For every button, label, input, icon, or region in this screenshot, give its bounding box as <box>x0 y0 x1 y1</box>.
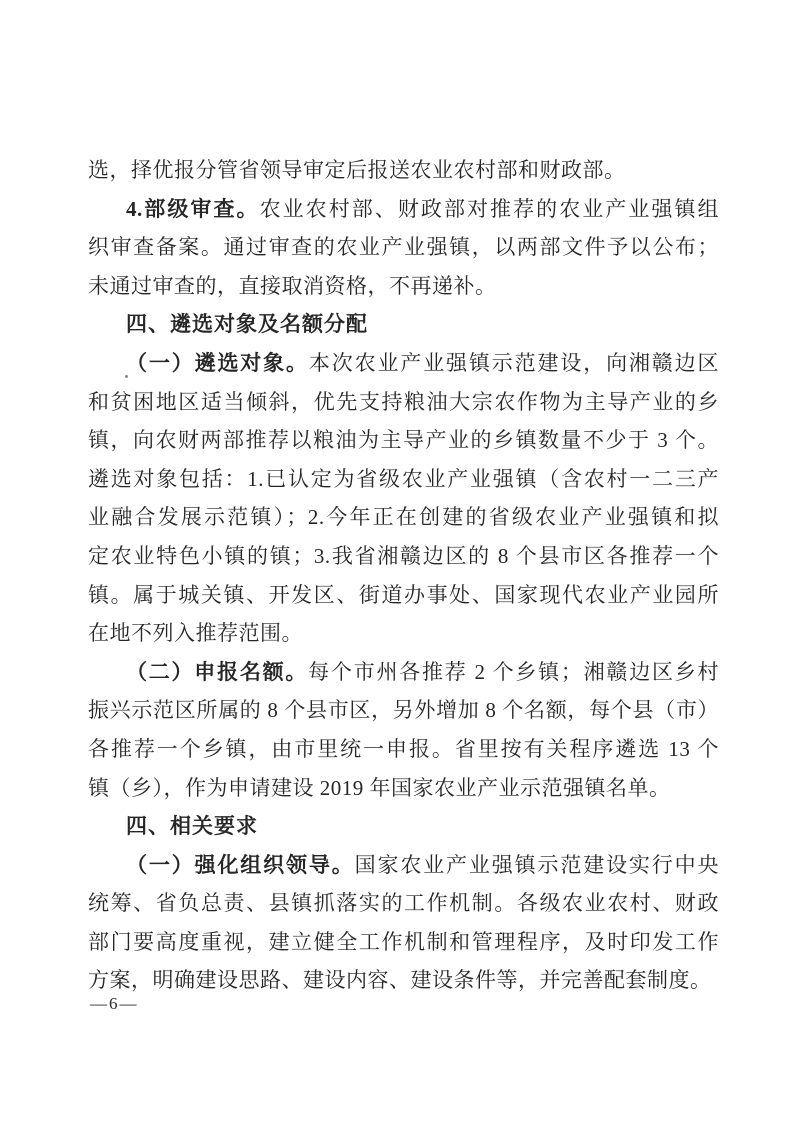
text-run: 部门要高度重视，建立健全工作机制和管理程序，及时印发工作 <box>88 929 719 954</box>
bold-lead-in: （一）遴选对象。 <box>126 350 309 375</box>
text-line <box>88 498 719 537</box>
bold-lead-in: （二）申报名额。 <box>126 659 309 684</box>
page-number: —6— <box>90 994 139 1013</box>
text-run: 本次农业产业强镇示范建设，向湘赣边区 <box>308 350 720 375</box>
text-line <box>88 961 719 1000</box>
text-run: 国家农业产业强镇示范建设实行中央 <box>354 852 720 877</box>
text-run: 振兴示范区所属的 8 个县市区，另外增加 8 个名额，每个县（市） <box>88 698 719 723</box>
text-line <box>88 537 719 576</box>
text-run: 镇，向农财两部推荐以粮油为主导产业的乡镇数量不少于 3 个。 <box>88 428 719 453</box>
text-run: 定农业特色小镇的镇；3.我省湘赣边区的 8 个县市区各推荐一个 <box>88 543 719 568</box>
page-footer <box>90 994 139 1014</box>
text-run: 遴选对象包括：1.已认定为省级农业产业强镇（含农村一二三产 <box>88 466 719 491</box>
text-line <box>88 884 719 923</box>
document-body <box>88 151 719 1000</box>
bold-lead-in: 4.部级审查。 <box>126 196 260 221</box>
text-run: 各推荐一个乡镇，由市里统一申报。省里按有关程序遴选 13 个 <box>88 736 719 761</box>
text-line <box>88 576 719 615</box>
text-run: 和贫困地区适当倾斜，优先支持粮油大宗农作物为主导产业的乡 <box>88 389 719 414</box>
text-line <box>88 267 719 306</box>
text-run: 织审查备案。通过审查的农业产业强镇，以两部文件予以公布； <box>88 235 719 260</box>
text-run: 每个市州各推荐 2 个乡镇；湘赣边区乡村 <box>308 659 720 684</box>
text-run: 统筹、省负总责、县镇抓落实的工作机制。各级农业农村、财政 <box>88 891 719 916</box>
text-line <box>88 151 719 190</box>
section-heading <box>88 807 719 846</box>
text-line <box>88 691 719 730</box>
text-line <box>88 228 719 267</box>
text-run: 未通过审查的，直接取消资格，不再递补。 <box>88 273 497 298</box>
bold-lead-in: （一）强化组织领导。 <box>126 852 355 877</box>
text-line <box>88 846 719 885</box>
bold-lead-in: 四、遴选对象及名额分配 <box>126 313 368 337</box>
text-line <box>88 769 719 808</box>
text-line <box>88 653 719 692</box>
text-run: 农业农村部、财政部对推荐的农业产业强镇组 <box>259 196 720 221</box>
text-line <box>88 460 719 499</box>
text-line <box>88 190 719 229</box>
text-line <box>88 730 719 769</box>
text-run: 镇。属于城关镇、开发区、街道办事处、国家现代农业产业园所 <box>88 582 719 607</box>
text-run: 方案，明确建设思路、建设内容、建设条件等，并完善配套制度。 <box>88 968 712 993</box>
text-line <box>88 923 719 962</box>
text-run: 在地不列入推荐范围。 <box>88 621 303 646</box>
section-heading <box>88 305 719 344</box>
text-run: 业融合发展示范镇）；2.今年正在创建的省级农业产业强镇和拟 <box>88 505 719 530</box>
text-line <box>88 421 719 460</box>
text-line <box>88 614 719 653</box>
text-run: 镇（乡），作为申请建设 2019 年国家农业产业示范强镇名单。 <box>88 775 671 800</box>
text-line <box>88 344 719 383</box>
text-line <box>88 383 719 422</box>
text-run: 选，择优报分管省领导审定后报送农业农村部和财政部。 <box>88 158 626 182</box>
bold-lead-in: 四、相关要求 <box>126 815 258 839</box>
scan-artifact-dot <box>125 375 128 378</box>
